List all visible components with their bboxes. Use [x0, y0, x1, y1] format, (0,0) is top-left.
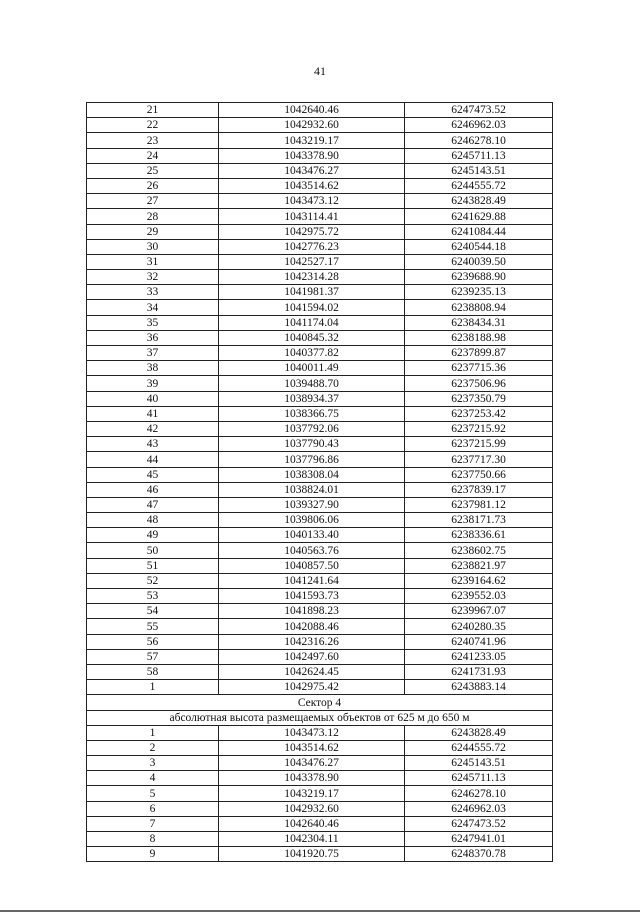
table-row — [87, 847, 553, 862]
y-coordinate-cell: 6240544.18 — [405, 239, 553, 254]
y-coordinate-cell: 6241629.88 — [405, 209, 553, 224]
point-number-cell: 41 — [87, 406, 219, 421]
point-number-cell: 30 — [87, 239, 219, 254]
x-coordinate-cell: 1042640.46 — [219, 816, 405, 831]
point-number-cell: 24 — [87, 148, 219, 163]
x-coordinate-cell: 1040563.76 — [219, 543, 405, 558]
x-coordinate-cell: 1042932.60 — [219, 801, 405, 816]
y-coordinate-cell: 6245143.51 — [405, 163, 553, 178]
coordinates-table-body-part1 — [87, 103, 553, 695]
point-number-cell: 35 — [87, 315, 219, 330]
y-coordinate-cell: 6238821.97 — [405, 558, 553, 573]
y-coordinate-cell: 6243883.14 — [405, 680, 553, 695]
point-number-cell: 3 — [87, 756, 219, 771]
point-number-cell: 25 — [87, 163, 219, 178]
page-number: 41 — [314, 64, 326, 78]
y-coordinate-cell: 6241731.93 — [405, 664, 553, 679]
table-row — [87, 209, 553, 224]
table-row — [87, 497, 553, 512]
point-number-cell: 28 — [87, 209, 219, 224]
point-number-cell: 49 — [87, 528, 219, 543]
y-coordinate-cell: 6239688.90 — [405, 270, 553, 285]
y-coordinate-cell: 6246278.10 — [405, 786, 553, 801]
x-coordinate-cell: 1039327.90 — [219, 497, 405, 512]
sector-subtitle-row — [87, 710, 553, 725]
table-row — [87, 285, 553, 300]
x-coordinate-cell: 1043514.62 — [219, 178, 405, 193]
x-coordinate-cell: 1042776.23 — [219, 239, 405, 254]
point-number-cell: 39 — [87, 376, 219, 391]
x-coordinate-cell: 1039806.06 — [219, 513, 405, 528]
x-coordinate-cell: 1043378.90 — [219, 771, 405, 786]
table-row — [87, 467, 553, 482]
x-coordinate-cell: 1040011.49 — [219, 361, 405, 376]
table-row — [87, 786, 553, 801]
point-number-cell: 58 — [87, 664, 219, 679]
x-coordinate-cell: 1042624.45 — [219, 664, 405, 679]
y-coordinate-cell: 6247473.52 — [405, 816, 553, 831]
y-coordinate-cell: 6237839.17 — [405, 482, 553, 497]
y-coordinate-cell: 6239552.03 — [405, 589, 553, 604]
point-number-cell: 6 — [87, 801, 219, 816]
x-coordinate-cell: 1041593.73 — [219, 589, 405, 604]
table-row — [87, 619, 553, 634]
table-row — [87, 330, 553, 345]
x-coordinate-cell: 1042316.26 — [219, 634, 405, 649]
y-coordinate-cell: 6246962.03 — [405, 118, 553, 133]
x-coordinate-cell: 1042640.46 — [219, 103, 405, 118]
point-number-cell: 47 — [87, 497, 219, 512]
x-coordinate-cell: 1041920.75 — [219, 847, 405, 862]
table-row — [87, 163, 553, 178]
table-row — [87, 224, 553, 239]
x-coordinate-cell: 1041241.64 — [219, 573, 405, 588]
table-row — [87, 513, 553, 528]
y-coordinate-cell: 6246962.03 — [405, 801, 553, 816]
x-coordinate-cell: 1039488.70 — [219, 376, 405, 391]
x-coordinate-cell: 1042314.28 — [219, 270, 405, 285]
x-coordinate-cell: 1042932.60 — [219, 118, 405, 133]
y-coordinate-cell: 6237981.12 — [405, 497, 553, 512]
x-coordinate-cell: 1043219.17 — [219, 133, 405, 148]
point-number-cell: 21 — [87, 103, 219, 118]
table-row — [87, 254, 553, 269]
point-number-cell: 43 — [87, 437, 219, 452]
table-row — [87, 103, 553, 118]
point-number-cell: 36 — [87, 330, 219, 345]
table-row — [87, 376, 553, 391]
point-number-cell: 45 — [87, 467, 219, 482]
table-row — [87, 239, 553, 254]
y-coordinate-cell: 6246278.10 — [405, 133, 553, 148]
x-coordinate-cell: 1042304.11 — [219, 832, 405, 847]
x-coordinate-cell: 1042088.46 — [219, 619, 405, 634]
table-row — [87, 346, 553, 361]
y-coordinate-cell: 6244555.72 — [405, 740, 553, 755]
scan-edge-line — [0, 910, 640, 912]
point-number-cell: 26 — [87, 178, 219, 193]
point-number-cell: 22 — [87, 118, 219, 133]
point-number-cell: 48 — [87, 513, 219, 528]
table-row — [87, 589, 553, 604]
point-number-cell: 4 — [87, 771, 219, 786]
sector-title: Сектор 4 — [87, 695, 553, 710]
point-number-cell: 53 — [87, 589, 219, 604]
y-coordinate-cell: 6239164.62 — [405, 573, 553, 588]
x-coordinate-cell: 1041174.04 — [219, 315, 405, 330]
y-coordinate-cell: 6238808.94 — [405, 300, 553, 315]
table-row — [87, 543, 553, 558]
y-coordinate-cell: 6244555.72 — [405, 178, 553, 193]
y-coordinate-cell: 6237215.92 — [405, 421, 553, 436]
x-coordinate-cell: 1040133.40 — [219, 528, 405, 543]
table-row — [87, 604, 553, 619]
y-coordinate-cell: 6239235.13 — [405, 285, 553, 300]
table-row — [87, 756, 553, 771]
y-coordinate-cell: 6240741.96 — [405, 634, 553, 649]
point-number-cell: 7 — [87, 816, 219, 831]
point-number-cell: 1 — [87, 725, 219, 740]
table-row — [87, 528, 553, 543]
table-row — [87, 194, 553, 209]
point-number-cell: 50 — [87, 543, 219, 558]
table-row — [87, 771, 553, 786]
table-row — [87, 270, 553, 285]
y-coordinate-cell: 6238188.98 — [405, 330, 553, 345]
y-coordinate-cell: 6247473.52 — [405, 103, 553, 118]
point-number-cell: 42 — [87, 421, 219, 436]
y-coordinate-cell: 6238602.75 — [405, 543, 553, 558]
y-coordinate-cell: 6248370.78 — [405, 847, 553, 862]
x-coordinate-cell: 1043476.27 — [219, 756, 405, 771]
table-row — [87, 832, 553, 847]
point-number-cell: 54 — [87, 604, 219, 619]
point-number-cell: 33 — [87, 285, 219, 300]
x-coordinate-cell: 1038934.37 — [219, 391, 405, 406]
point-number-cell: 29 — [87, 224, 219, 239]
table-row — [87, 573, 553, 588]
x-coordinate-cell: 1042497.60 — [219, 649, 405, 664]
y-coordinate-cell: 6237215.99 — [405, 437, 553, 452]
table-row — [87, 725, 553, 740]
y-coordinate-cell: 6241084.44 — [405, 224, 553, 239]
point-number-cell: 23 — [87, 133, 219, 148]
x-coordinate-cell: 1042975.72 — [219, 224, 405, 239]
y-coordinate-cell: 6237350.79 — [405, 391, 553, 406]
y-coordinate-cell: 6237253.42 — [405, 406, 553, 421]
x-coordinate-cell: 1041898.23 — [219, 604, 405, 619]
y-coordinate-cell: 6237717.30 — [405, 452, 553, 467]
point-number-cell: 32 — [87, 270, 219, 285]
point-number-cell: 44 — [87, 452, 219, 467]
table-row — [87, 437, 553, 452]
point-number-cell: 34 — [87, 300, 219, 315]
y-coordinate-cell: 6240039.50 — [405, 254, 553, 269]
table-row — [87, 421, 553, 436]
point-number-cell: 27 — [87, 194, 219, 209]
x-coordinate-cell: 1042527.17 — [219, 254, 405, 269]
y-coordinate-cell: 6238434.31 — [405, 315, 553, 330]
x-coordinate-cell: 1041981.37 — [219, 285, 405, 300]
table-row — [87, 634, 553, 649]
x-coordinate-cell: 1038824.01 — [219, 482, 405, 497]
x-coordinate-cell: 1043473.12 — [219, 725, 405, 740]
y-coordinate-cell: 6245711.13 — [405, 771, 553, 786]
x-coordinate-cell: 1038366.75 — [219, 406, 405, 421]
table-row — [87, 649, 553, 664]
table-row — [87, 178, 553, 193]
table-row — [87, 801, 553, 816]
table-row — [87, 406, 553, 421]
y-coordinate-cell: 6237715.36 — [405, 361, 553, 376]
x-coordinate-cell: 1043473.12 — [219, 194, 405, 209]
point-number-cell: 51 — [87, 558, 219, 573]
x-coordinate-cell: 1037796.86 — [219, 452, 405, 467]
table-row — [87, 118, 553, 133]
y-coordinate-cell: 6243828.49 — [405, 194, 553, 209]
table-row — [87, 148, 553, 163]
table-row — [87, 816, 553, 831]
y-coordinate-cell: 6237750.66 — [405, 467, 553, 482]
x-coordinate-cell: 1040845.32 — [219, 330, 405, 345]
y-coordinate-cell: 6240280.35 — [405, 619, 553, 634]
point-number-cell: 55 — [87, 619, 219, 634]
point-number-cell: 1 — [87, 680, 219, 695]
coordinates-table-body-part2 — [87, 725, 553, 862]
y-coordinate-cell: 6238171.73 — [405, 513, 553, 528]
y-coordinate-cell: 6245143.51 — [405, 756, 553, 771]
table-row — [87, 315, 553, 330]
point-number-cell: 9 — [87, 847, 219, 862]
table-row — [87, 391, 553, 406]
point-number-cell: 56 — [87, 634, 219, 649]
x-coordinate-cell: 1043219.17 — [219, 786, 405, 801]
y-coordinate-cell: 6241233.05 — [405, 649, 553, 664]
sector-header — [87, 695, 553, 725]
sector-title-row — [87, 695, 553, 710]
x-coordinate-cell: 1037792.06 — [219, 421, 405, 436]
x-coordinate-cell: 1043378.90 — [219, 148, 405, 163]
table-row — [87, 300, 553, 315]
point-number-cell: 5 — [87, 786, 219, 801]
point-number-cell: 31 — [87, 254, 219, 269]
y-coordinate-cell: 6238336.61 — [405, 528, 553, 543]
y-coordinate-cell: 6237506.96 — [405, 376, 553, 391]
x-coordinate-cell: 1040857.50 — [219, 558, 405, 573]
x-coordinate-cell: 1038308.04 — [219, 467, 405, 482]
table-row — [87, 133, 553, 148]
point-number-cell: 46 — [87, 482, 219, 497]
x-coordinate-cell: 1041594.02 — [219, 300, 405, 315]
point-number-cell: 8 — [87, 832, 219, 847]
point-number-cell: 52 — [87, 573, 219, 588]
table-row — [87, 740, 553, 755]
y-coordinate-cell: 6243828.49 — [405, 725, 553, 740]
x-coordinate-cell: 1043114.41 — [219, 209, 405, 224]
x-coordinate-cell: 1042975.42 — [219, 680, 405, 695]
table-row — [87, 558, 553, 573]
x-coordinate-cell: 1043476.27 — [219, 163, 405, 178]
point-number-cell: 38 — [87, 361, 219, 376]
point-number-cell: 37 — [87, 346, 219, 361]
point-number-cell: 40 — [87, 391, 219, 406]
table-row — [87, 664, 553, 679]
y-coordinate-cell: 6239967.07 — [405, 604, 553, 619]
x-coordinate-cell: 1043514.62 — [219, 740, 405, 755]
x-coordinate-cell: 1037790.43 — [219, 437, 405, 452]
point-number-cell: 2 — [87, 740, 219, 755]
table-row — [87, 680, 553, 695]
x-coordinate-cell: 1040377.82 — [219, 346, 405, 361]
y-coordinate-cell: 6245711.13 — [405, 148, 553, 163]
y-coordinate-cell: 6237899.87 — [405, 346, 553, 361]
table-row — [87, 482, 553, 497]
table-row — [87, 452, 553, 467]
point-number-cell: 57 — [87, 649, 219, 664]
sector-subtitle: абсолютная высота размещаемых объектов от 625 м до 650 м — [87, 710, 553, 725]
y-coordinate-cell: 6247941.01 — [405, 832, 553, 847]
coordinates-table — [86, 102, 553, 862]
table-row — [87, 361, 553, 376]
